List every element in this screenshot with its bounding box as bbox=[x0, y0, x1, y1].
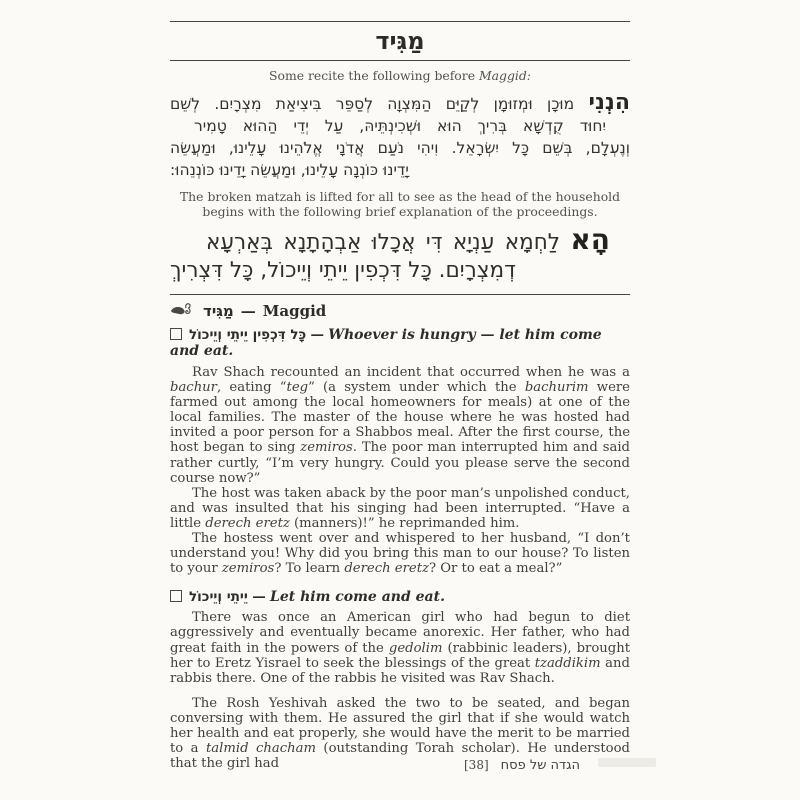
maggid-header-hebrew: מַגִּיד bbox=[203, 301, 234, 320]
hineni-line-3: וְנֶעְלָם, בְּשֵׁם כָּל יִשְׂרָאֵל. וִיהִי נֹעַם אֲדֹנָי אֱלֹהֵינוּ עָלֵינוּ, וּמַעֲשֵׂה bbox=[170, 139, 630, 157]
story-paragraph-american-girl: There was once an American girl who had begun to diet aggressively and eventually became anorexic. Her father, who had great faith in the powers of the gedolim (rabbinic leaders), brought her to Eretz Yisrael to seek the blessings of the great tzaddikim and rabbis there. One of the rabbis he visited was Rav Shach. bbox=[170, 610, 630, 686]
text-column bbox=[170, 21, 630, 771]
subheading-kol-dichfin bbox=[170, 327, 630, 359]
masthead-rule-top bbox=[170, 21, 630, 22]
subheading-2-hebrew: יֵיתֵי וְיֵיכוֹל bbox=[189, 589, 248, 606]
story-paragraph-host: The host was taken aback by the poor man’s unpolished conduct, and was insulted that his singing had been interrupted. “Have a little derech eretz (manners)!” he reprimanded him. bbox=[170, 485, 630, 531]
checkbox-square-icon bbox=[170, 328, 182, 340]
ha-lachma-line-1 bbox=[170, 223, 630, 257]
subheading-1-hebrew: כָּל דִּכְפִין יֵיתֵי וְיֵיכוֹל bbox=[189, 327, 307, 343]
scan-artifact bbox=[598, 758, 656, 767]
subheading-2-dash: — bbox=[252, 589, 266, 606]
page-title: מַגִּיד bbox=[375, 27, 425, 55]
section-rule bbox=[170, 294, 630, 295]
hineni-line-2: יִחוּד קֻדְשָׁא בְּרִיךְ הוּא וּשְׁכִינְתֵּיהּ, עַל יְדֵי הַהוּא טָמִיר bbox=[194, 117, 606, 135]
hineni-line-1-text: מוּכָן וּמְזוּמָן לְקַיֵּם הַמִּצְוָה לְסַפֵּר בִּיצִיאַת מִצְרָיִם. לְשֵׁם bbox=[170, 95, 575, 113]
subheading-yeisei-veyeichol bbox=[170, 589, 630, 605]
subheading-2-english: Let him come and eat. bbox=[269, 589, 445, 606]
ha-lachma-line-1-text: לַחְמָא עַנְיָא דִּי אֲכָלוּ אַבְהָתָנָא בְּאַרְעָא bbox=[206, 230, 560, 255]
pre-maggid-instruction-term: Maggid: bbox=[478, 68, 531, 83]
story-paragraph-hostess: The hostess went over and whispered to her husband, “I don’t understand you! Why did you bring this man to our house? To listen to your zemiros? To learn derech eretz? Or to eat a meal?” bbox=[170, 531, 630, 577]
masthead-rule-bottom bbox=[170, 60, 630, 61]
pre-maggid-instruction bbox=[170, 68, 630, 83]
hineni-lead-word: הִנְנִי bbox=[588, 90, 630, 115]
hineni-prayer bbox=[170, 92, 630, 181]
page-number: [38] bbox=[464, 758, 489, 772]
ha-lachma-text bbox=[170, 223, 630, 285]
story-paragraph-rosh-yeshivah: The Rosh Yeshivah asked the two to be seated, and began conversing with them. He assured the girl that if she would watch her health and eat properly, she would have the merit to be married to a talmid chacham (outstanding Torah scholar). He understood that the girl had bbox=[170, 695, 630, 772]
maggid-header-english: Maggid bbox=[262, 301, 327, 320]
subheading-1-dash: — bbox=[310, 327, 324, 343]
ha-lachma-lead-word: הָא bbox=[570, 223, 610, 256]
page-footer bbox=[0, 754, 580, 773]
pre-maggid-instruction-text: Some recite the following before bbox=[269, 68, 479, 83]
hineni-line-1 bbox=[170, 92, 630, 115]
flourish-ornament-icon bbox=[170, 301, 196, 320]
subheading-1-english: Whoever is hungry — let him come and eat. bbox=[170, 327, 602, 359]
checkbox-square-icon bbox=[170, 590, 182, 602]
matzah-instruction-line-1: The broken matzah is lifted for all to see as the head of the household bbox=[179, 189, 621, 204]
maggid-section-header bbox=[170, 301, 630, 320]
matzah-instruction bbox=[170, 189, 630, 219]
story-paragraph-rav-shach: Rav Shach recounted an incident that occurred when he was a bachur, eating “teg” (a system under which the bachurim were farmed out among the local homeowners for meals) at one of the local families. The master of the house where he was hosted had invited a poor person for a Shabbos meal. After the first course, the host began to sing zemiros. The poor man interrupted him and said rather curtly, “I’m very hungry. Could you please serve the second course now?” bbox=[170, 365, 630, 486]
hineni-line-4: יָדֵינוּ כּוֹנְנָה עָלֵינוּ, וּמַעֲשֵׂה יָדֵינוּ כּוֹנְנֵהוּ: bbox=[170, 161, 409, 179]
ha-lachma-line-2: דְמִצְרָיִם. כָּל דִּכְפִין יֵיתֵי וְיֵיכוֹל, כָּל דִּצְרִיךְ bbox=[170, 258, 516, 283]
book-title: הגדה של פסח bbox=[500, 758, 580, 773]
maggid-header-dash: — bbox=[240, 301, 256, 320]
matzah-instruction-line-2: begins with the following brief explanation of the proceedings. bbox=[202, 204, 598, 219]
